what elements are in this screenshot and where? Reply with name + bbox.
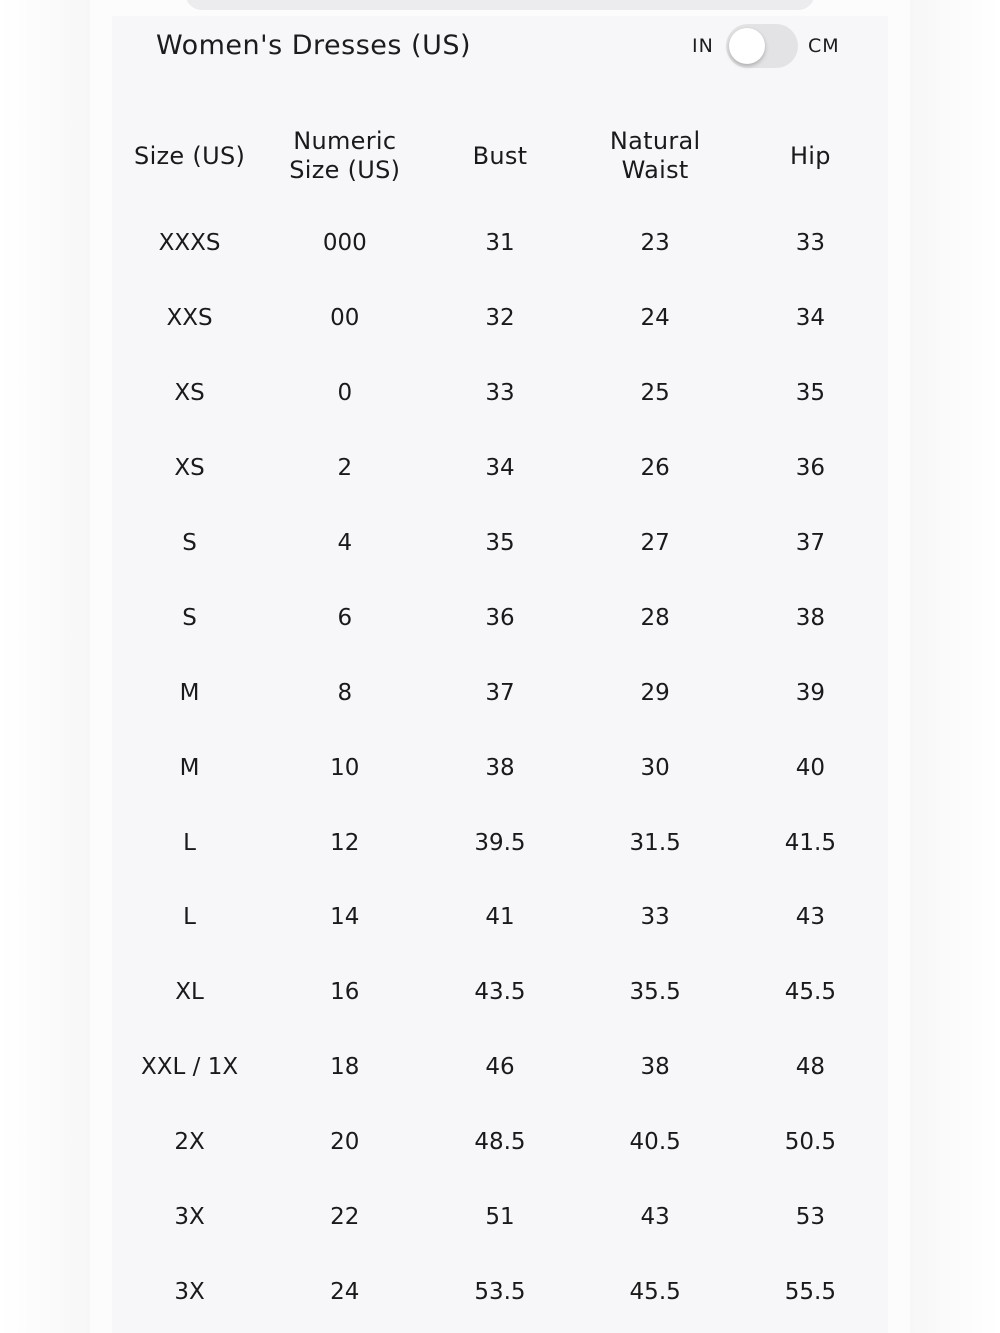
cell-numeric-size-us: 10 — [330, 754, 360, 781]
cell-size-us: 2X — [174, 1129, 205, 1156]
cell-hip: 37 — [795, 530, 826, 556]
cell-natural-waist: 30 — [640, 754, 670, 781]
cell-numeric-size-us: 14 — [330, 904, 360, 931]
size-chart-header — [112, 16, 888, 80]
table-row — [112, 730, 888, 805]
cell-numeric-size-us: 16 — [330, 979, 360, 1006]
cell-natural-waist: 35.5 — [629, 979, 681, 1006]
cell-hip: 53 — [795, 1204, 826, 1231]
table-row — [112, 580, 888, 655]
cell-size-us: XXS — [166, 305, 213, 332]
right-backdrop — [910, 0, 1000, 1333]
cell-hip: 55.5 — [784, 1278, 836, 1305]
cell-natural-waist: 38 — [640, 1054, 670, 1081]
size-chart-title: Women's Dresses (US) — [156, 30, 472, 61]
cell-hip: 33 — [795, 230, 826, 257]
table-row — [112, 880, 888, 955]
cell-size-us: L — [183, 829, 196, 856]
cell-natural-waist: 29 — [640, 679, 670, 706]
cell-natural-waist: 28 — [640, 604, 670, 631]
cell-natural-waist: 40.5 — [629, 1129, 681, 1156]
cell-numeric-size-us: 00 — [330, 305, 360, 332]
cell-bust: 31 — [485, 230, 515, 257]
cell-numeric-size-us: 20 — [330, 1129, 360, 1156]
cell-bust: 48.5 — [474, 1129, 526, 1156]
unit-switch[interactable] — [726, 24, 798, 68]
cell-size-us: XXXS — [158, 230, 221, 257]
cell-size-us: XXL / 1X — [141, 1054, 239, 1081]
cell-size-us: S — [182, 604, 197, 631]
column-header-natural-waist — [578, 106, 733, 206]
cell-bust: 43.5 — [474, 979, 526, 1006]
cell-numeric-size-us: 18 — [330, 1054, 360, 1081]
cell-bust: 39.5 — [474, 829, 526, 856]
column-header-numeric-size-us — [267, 106, 422, 206]
size-chart-card — [112, 16, 888, 1333]
column-header-label: Size (US) — [134, 141, 246, 170]
cell-bust: 37 — [485, 679, 515, 706]
cell-size-us: 3X — [174, 1204, 205, 1231]
cell-size-us: M — [179, 754, 200, 781]
cell-natural-waist: 43 — [640, 1204, 670, 1231]
table-row — [112, 281, 888, 356]
cell-bust: 53.5 — [474, 1278, 526, 1305]
column-header-label: Natural Waist — [609, 127, 701, 184]
column-header-label: Numeric Size (US) — [289, 127, 401, 184]
cell-size-us: XS — [174, 380, 205, 407]
cell-numeric-size-us: 22 — [330, 1204, 360, 1231]
cell-hip: 50.5 — [784, 1129, 836, 1156]
cell-numeric-size-us: 6 — [337, 604, 353, 631]
cell-hip: 39 — [795, 679, 826, 706]
table-row — [112, 1180, 888, 1255]
cell-bust: 36 — [485, 604, 515, 631]
table-row — [112, 955, 888, 1030]
cell-size-us: S — [182, 530, 197, 556]
size-table-head — [112, 106, 888, 206]
cell-hip: 40 — [795, 754, 826, 781]
size-table — [112, 106, 888, 1329]
column-header-bust — [422, 106, 577, 206]
cell-natural-waist: 24 — [640, 305, 670, 332]
unit-label-cm[interactable]: CM — [808, 35, 840, 57]
cell-numeric-size-us: 8 — [337, 679, 353, 706]
size-table-header-row — [112, 106, 888, 206]
unit-toggle[interactable] — [692, 24, 852, 70]
cell-bust: 51 — [485, 1204, 515, 1231]
table-row — [112, 206, 888, 281]
cell-numeric-size-us: 24 — [330, 1278, 360, 1305]
cell-bust: 34 — [485, 455, 515, 482]
table-row — [112, 1254, 888, 1329]
table-row — [112, 655, 888, 730]
cell-size-us: 3X — [174, 1278, 205, 1305]
cell-hip: 45.5 — [784, 979, 836, 1006]
unit-switch-knob[interactable] — [729, 28, 765, 64]
cell-bust: 38 — [485, 754, 515, 781]
table-row — [112, 805, 888, 880]
cell-size-us: M — [179, 679, 200, 706]
cell-hip: 38 — [795, 604, 826, 631]
cell-numeric-size-us: 000 — [322, 230, 367, 257]
table-row — [112, 1030, 888, 1105]
column-header-label: Bust — [472, 141, 528, 170]
cell-natural-waist: 33 — [640, 904, 670, 931]
cell-bust: 32 — [485, 305, 515, 332]
column-header-size-us — [112, 106, 267, 206]
table-row — [112, 356, 888, 431]
cell-bust: 35 — [485, 530, 515, 556]
cell-numeric-size-us: 2 — [337, 455, 353, 482]
cell-natural-waist: 27 — [640, 530, 670, 556]
column-header-hip — [733, 106, 888, 206]
cell-hip: 48 — [795, 1054, 826, 1081]
size-table-body — [112, 206, 888, 1329]
table-row — [112, 431, 888, 506]
cell-size-us: XS — [174, 455, 205, 482]
cell-natural-waist: 45.5 — [629, 1278, 681, 1305]
cell-numeric-size-us: 12 — [330, 829, 360, 856]
cell-numeric-size-us: 4 — [337, 530, 353, 556]
table-row — [112, 1105, 888, 1180]
cell-hip: 41.5 — [784, 829, 836, 856]
cell-size-us: XL — [175, 979, 204, 1006]
unit-label-in[interactable]: IN — [692, 35, 714, 57]
cell-numeric-size-us: 0 — [337, 380, 353, 407]
cell-bust: 41 — [485, 904, 515, 931]
cell-natural-waist: 25 — [640, 380, 670, 407]
table-row — [112, 506, 888, 581]
cell-natural-waist: 26 — [640, 455, 670, 482]
column-header-label: Hip — [789, 141, 831, 170]
cell-hip: 34 — [795, 305, 826, 332]
cell-hip: 43 — [795, 904, 826, 931]
cell-size-us: L — [183, 904, 196, 931]
cell-bust: 33 — [485, 380, 515, 407]
cell-natural-waist: 31.5 — [629, 829, 681, 856]
left-backdrop — [0, 0, 90, 1333]
top-pill-edge — [185, 0, 815, 10]
cell-natural-waist: 23 — [640, 230, 670, 257]
cell-bust: 46 — [485, 1054, 515, 1081]
cell-hip: 36 — [795, 455, 826, 482]
cell-hip: 35 — [795, 380, 826, 407]
